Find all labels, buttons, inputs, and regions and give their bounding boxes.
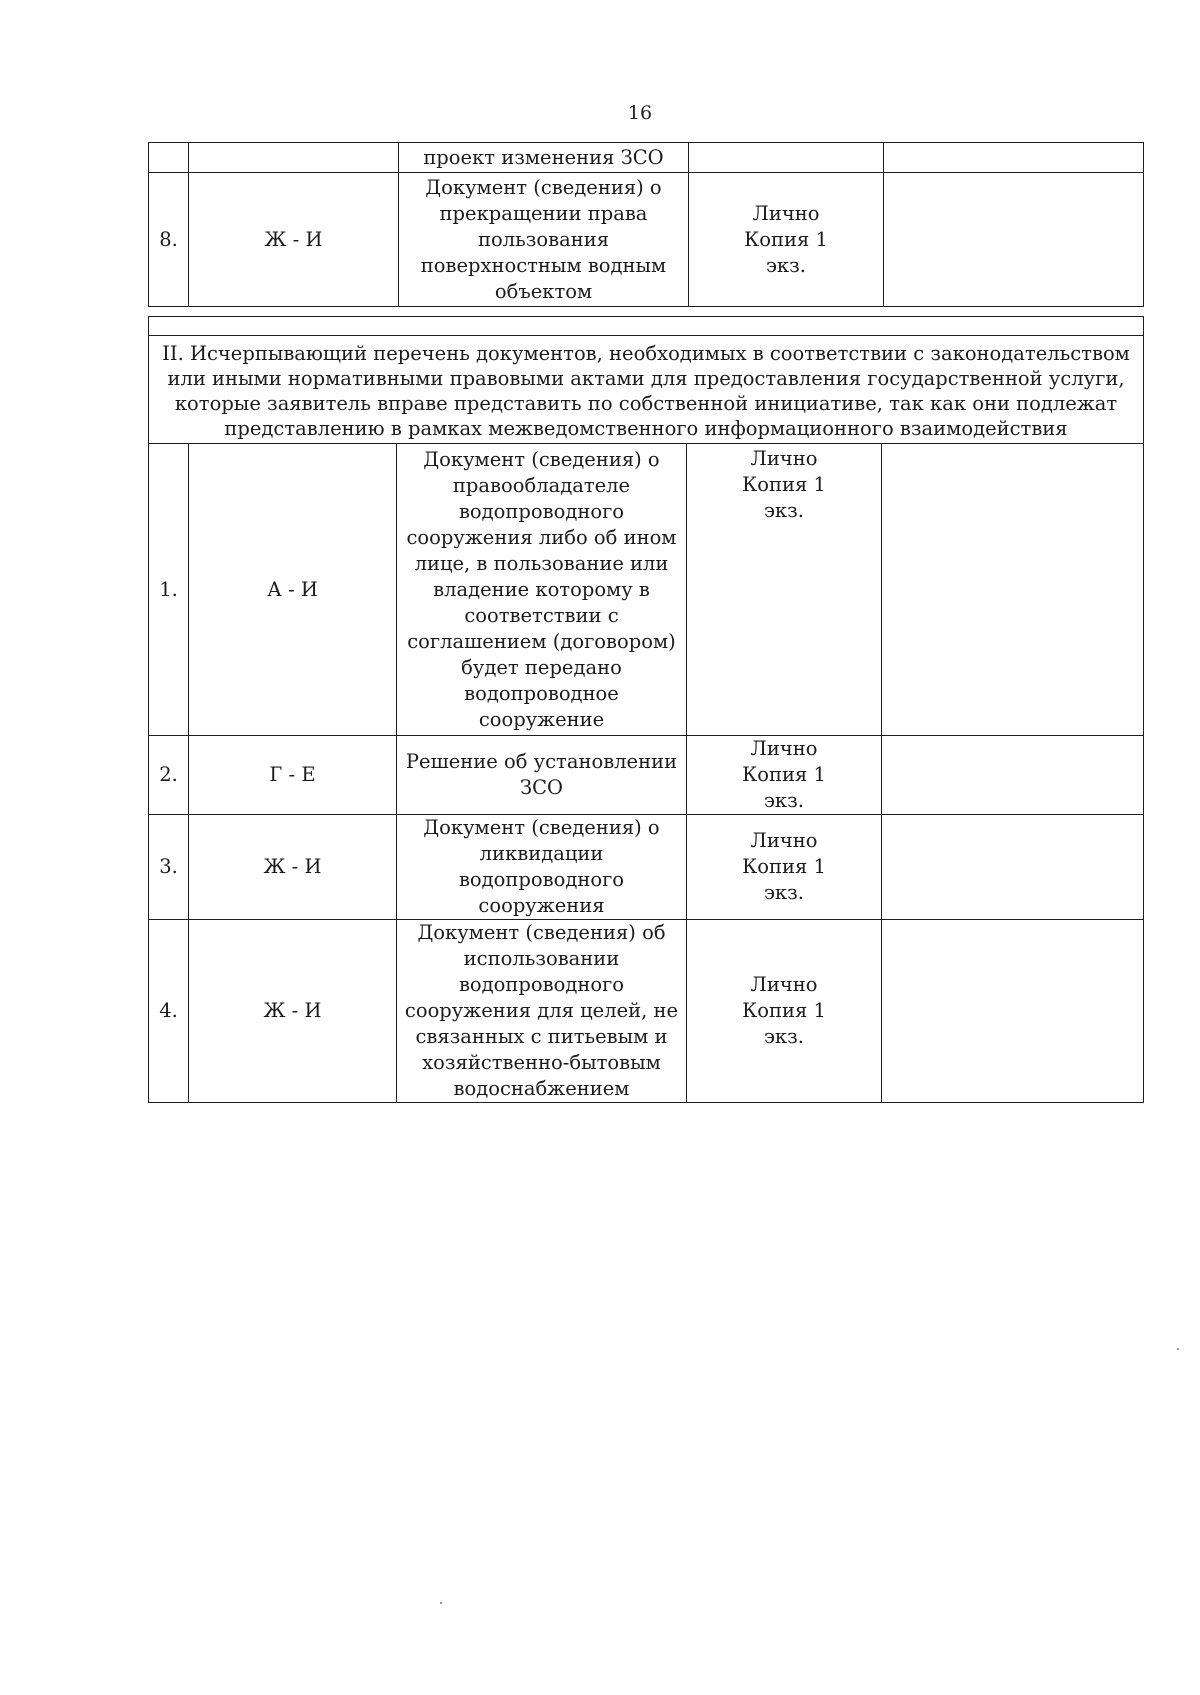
cell-num: 8.: [149, 173, 189, 307]
cell-method: Лично Копия 1 экз.: [689, 173, 884, 307]
table-row: [149, 173, 1144, 307]
cell-method: Лично Копия 1 экз.: [687, 736, 882, 815]
cell-method: Лично Копия 1 экз.: [687, 444, 882, 736]
cell-code: Г - Е: [189, 736, 397, 815]
spacer-cell: [149, 317, 1144, 336]
cell-method: [689, 143, 884, 173]
documents-table-section-2: [148, 316, 1144, 1103]
cell-num: 2.: [149, 736, 189, 815]
section-heading: II. Исчерпывающий перечень документов, необходимых в соответствии с законодательством или иными нормативными правовыми актами для предоставления государственной услуги, которые заявитель вправе представить по собственной инициативе, так как они подлежат представлению в рамках межведомственного информационного взаимодействия: [149, 336, 1144, 444]
cell-note: [884, 173, 1144, 307]
page-number: 16: [627, 102, 653, 124]
cell-note: [884, 143, 1144, 173]
cell-note: [882, 920, 1144, 1103]
table-row: [149, 444, 1144, 736]
scan-speck: [440, 1602, 442, 1604]
cell-code: Ж - И: [189, 920, 397, 1103]
cell-code: Ж - И: [189, 173, 399, 307]
cell-document: Документ (сведения) о ликвидации водопроводного сооружения: [397, 815, 687, 920]
cell-method: Лично Копия 1 экз.: [687, 920, 882, 1103]
table-row: [149, 143, 1144, 173]
cell-document: проект изменения ЗСО: [399, 143, 689, 173]
table-row: [149, 736, 1144, 815]
table-row: [149, 815, 1144, 920]
cell-note: [882, 736, 1144, 815]
section-heading-row: [149, 336, 1144, 444]
cell-code: [189, 143, 399, 173]
cell-num: [149, 143, 189, 173]
cell-note: [882, 444, 1144, 736]
cell-method: Лично Копия 1 экз.: [687, 815, 882, 920]
documents-table-section-1: [148, 142, 1144, 307]
cell-document: Документ (сведения) о прекращении права пользования поверхностным водным объектом: [399, 173, 689, 307]
cell-num: 3.: [149, 815, 189, 920]
cell-document: Решение об установлении ЗСО: [397, 736, 687, 815]
cell-code: А - И: [189, 444, 397, 736]
cell-num: 4.: [149, 920, 189, 1103]
table-row: [149, 920, 1144, 1103]
cell-document: Документ (сведения) о правообладателе водопроводного сооружения либо об ином лице, в пользование или владение которому в соответствии с соглашением (договором) будет передано водопроводное сооружение: [397, 444, 687, 736]
cell-num: 1.: [149, 444, 189, 736]
cell-code: Ж - И: [189, 815, 397, 920]
scan-speck: [1177, 1348, 1179, 1350]
cell-document: Документ (сведения) об использовании водопроводного сооружения для целей, не связанных с питьевым и хозяйственно-бытовым водоснабжением: [397, 920, 687, 1103]
spacer-row: [149, 317, 1144, 336]
cell-note: [882, 815, 1144, 920]
